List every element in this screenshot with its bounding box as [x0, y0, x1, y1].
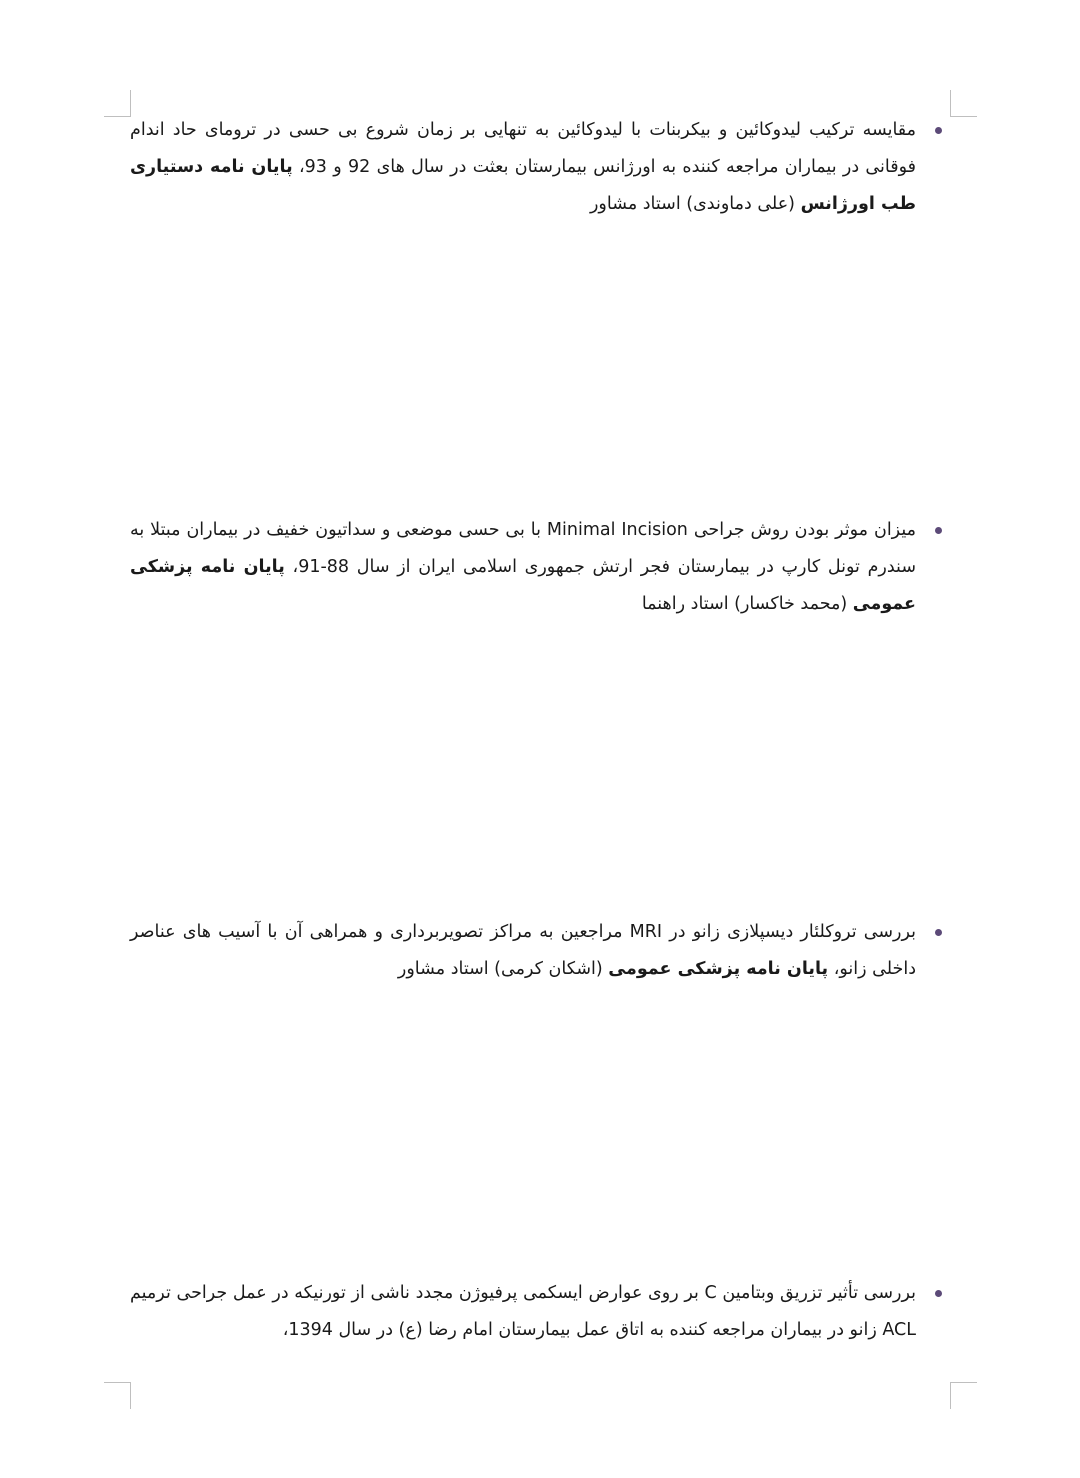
crop-mark-top-left: [104, 90, 131, 117]
crop-mark-bottom-right: [950, 1382, 977, 1409]
bullet-icon: [935, 527, 942, 534]
thesis-entry-text: بررسی تأثیر تزریق وبتامین C بر روی عوارض ایسکمی پرفیوژن مجدد ناشی از تورنیکه در عمل جراحی ترمیم ACL زانو در بیماران مراجعه کننده به اتاق عمل بیمارستان امام رضا (ع) در سال 1394،: [130, 1283, 916, 1340]
thesis-list-item: [130, 1275, 916, 1349]
thesis-list-item: [130, 512, 916, 623]
thesis-entry-text: میزان موثر بودن روش جراحی Minimal Incision با بی حسی موضعی و سداتیون خفیف در بیماران مبتلا به سندرم تونل کارپ در بیمارستان فجر ارتش جمهوری اسلامی ایران از سال 88-91، پایان نامه پزشکی عمومی (محمد خاکسار) استاد راهنما: [130, 520, 916, 614]
thesis-type: پایان نامه پزشکی عمومی: [608, 959, 829, 979]
thesis-type: پایان نامه دستیاری طب اورژانس: [130, 157, 916, 214]
bullet-icon: [935, 1290, 942, 1297]
crop-mark-top-right: [950, 90, 977, 117]
thesis-entry-text: مقایسه ترکیب لیدوکائین و بیکربنات با لیدوکائین به تنهایی بر زمان شروع بی حسی در ترومای حاد اندام فوقانی در بیماران مراجعه کننده به اورژانس بیمارستان بعثت در سال های 92 و 93، پایان نامه دستیاری طب اورژانس (علی دماوندی) استاد مشاور: [130, 120, 916, 214]
thesis-list-item: [130, 914, 916, 988]
crop-mark-bottom-left: [104, 1382, 131, 1409]
bullet-icon: [935, 127, 942, 134]
thesis-type: پایان نامه پزشکی عمومی: [130, 557, 916, 614]
thesis-list-item: [130, 112, 916, 223]
bullet-icon: [935, 929, 942, 936]
thesis-entry-text: بررسی تروکلئار دیسپلازی زانو در MRI مراجعین به مراکز تصویربرداری و همراهی آن با آسیب های عناصر داخلی زانو، پایان نامه پزشکی عمومی (اشکان کرمی) استاد مشاور: [130, 922, 916, 979]
